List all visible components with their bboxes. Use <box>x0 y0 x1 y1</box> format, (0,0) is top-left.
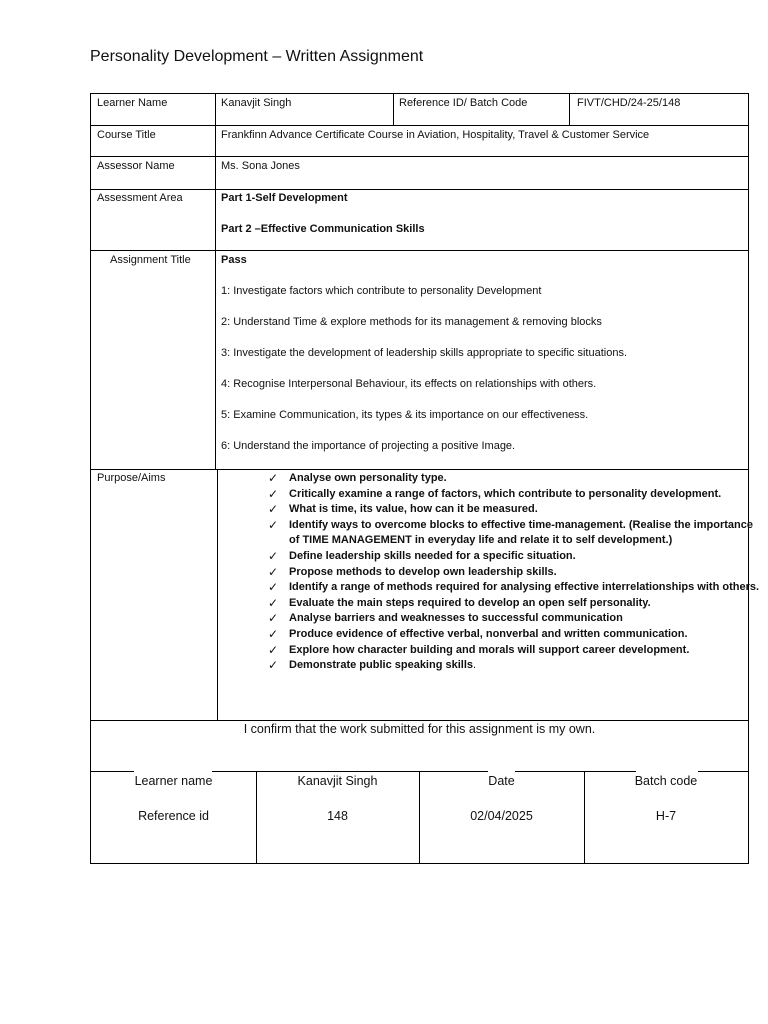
aims-list <box>268 471 759 674</box>
checkmark-icon: ✓ <box>268 642 279 657</box>
learner-name-label: Learner Name <box>97 97 168 109</box>
column-divider <box>215 94 216 469</box>
checkmark-icon: ✓ <box>268 502 279 517</box>
purpose-aims-label: Purpose/Aims <box>97 472 166 484</box>
aim-item: ✓ Explore how character building and morals will support career development. <box>268 642 690 657</box>
assignment-item: 3: Investigate the development of leadership skills appropriate to specific situations. <box>221 347 628 359</box>
row-divider <box>91 125 748 126</box>
assignment-item: 2: Understand Time & explore methods for its management & removing blocks <box>221 316 602 328</box>
learner-name-value: Kanavjit Singh <box>221 97 292 109</box>
assignment-title-label: Assignment Title <box>110 254 191 266</box>
row-divider <box>91 469 748 470</box>
reference-id-value: 148 <box>327 809 348 823</box>
checkmark-icon: ✓ <box>268 595 279 610</box>
assignment-table <box>90 93 760 864</box>
page-title: Personality Development – Written Assignment <box>90 48 424 65</box>
reference-batch-value: FIVT/CHD/24-25/148 <box>577 97 681 109</box>
assignment-item: 6: Understand the importance of projecting a positive Image. <box>221 440 516 452</box>
aim-item: ✓ Identify a range of methods required for analysing effective interrelationships with others. <box>268 580 760 595</box>
date-value: 02/04/2025 <box>470 809 533 823</box>
signature-line <box>91 771 134 772</box>
checkmark-icon: ✓ <box>268 611 279 626</box>
date-label: Date <box>488 774 515 788</box>
column-divider <box>393 94 394 125</box>
course-title-label: Course Title <box>97 129 156 141</box>
assessment-area-label: Assessment Area <box>97 192 183 204</box>
assignment-item: 4: Recognise Interpersonal Behaviour, its effects on relationships with others. <box>221 378 597 390</box>
aim-item: ✓ Identify ways to overcome blocks to effective time-management. (Realise the importance <box>268 517 753 532</box>
checkmark-icon: ✓ <box>268 486 279 501</box>
aim-item: ✓ Analyse barriers and weaknesses to successful communication <box>268 611 623 626</box>
assignment-item: 5: Examine Communication, its types & its importance on our effectiveness. <box>221 409 589 421</box>
aim-item: ✓ Produce evidence of effective verbal, nonverbal and written communication. <box>268 626 688 641</box>
checkmark-icon: ✓ <box>268 517 279 532</box>
row-divider <box>91 156 748 157</box>
assignment-pass: Pass <box>221 254 247 266</box>
aim-item-continuation: of TIME MANAGEMENT in everyday life and relate it to self development.) <box>289 534 673 547</box>
assignment-item: 1: Investigate factors which contribute to personality Development <box>221 285 542 297</box>
aim-item: ✓ Propose methods to develop own leadership skills. <box>268 564 557 579</box>
row-divider <box>91 189 748 190</box>
learner-name-sign-value: Kanavjit Singh <box>297 774 378 788</box>
declaration-statement: I confirm that the work submitted for this assignment is my own. <box>243 722 596 736</box>
aim-item: ✓ Analyse own personality type. <box>268 471 447 485</box>
signature-line <box>698 771 748 772</box>
assessment-area-part1: Part 1-Self Development <box>221 192 348 204</box>
aim-item: ✓ Define leadership skills needed for a specific situation. <box>268 548 576 563</box>
learner-name-sign-label: Learner name <box>134 774 213 788</box>
row-divider <box>91 250 748 251</box>
aim-item: ✓ What is time, its value, how can it be measured. <box>268 502 538 517</box>
row-divider <box>91 720 748 721</box>
aim-item: ✓ Evaluate the main steps required to develop an open self personality. <box>268 595 651 610</box>
aim-item: ✓ Demonstrate public speaking skills. <box>268 658 477 673</box>
checkmark-icon: ✓ <box>268 548 279 563</box>
batch-code-value: H-7 <box>655 809 677 823</box>
signature-line <box>515 771 636 772</box>
batch-code-label: Batch code <box>634 774 698 788</box>
checkmark-icon: ✓ <box>268 658 279 673</box>
column-divider <box>569 94 570 125</box>
assessor-name-label: Assessor Name <box>97 160 175 172</box>
checkmark-icon: ✓ <box>268 564 279 579</box>
assessment-area-part2: Part 2 –Effective Communication Skills <box>221 223 425 235</box>
signature-line <box>212 771 488 772</box>
aim-item: ✓ Critically examine a range of factors, which contribute to personality development. <box>268 486 722 501</box>
column-divider <box>217 469 218 720</box>
checkmark-icon: ✓ <box>268 471 279 485</box>
reference-id-label: Reference id <box>138 809 209 823</box>
reference-batch-label: Reference ID/ Batch Code <box>399 97 528 109</box>
assessor-name-value: Ms. Sona Jones <box>221 160 300 172</box>
checkmark-icon: ✓ <box>268 580 279 595</box>
checkmark-icon: ✓ <box>268 626 279 641</box>
course-title-value: Frankfinn Advance Certificate Course in Aviation, Hospitality, Travel & Customer Service <box>221 129 650 141</box>
